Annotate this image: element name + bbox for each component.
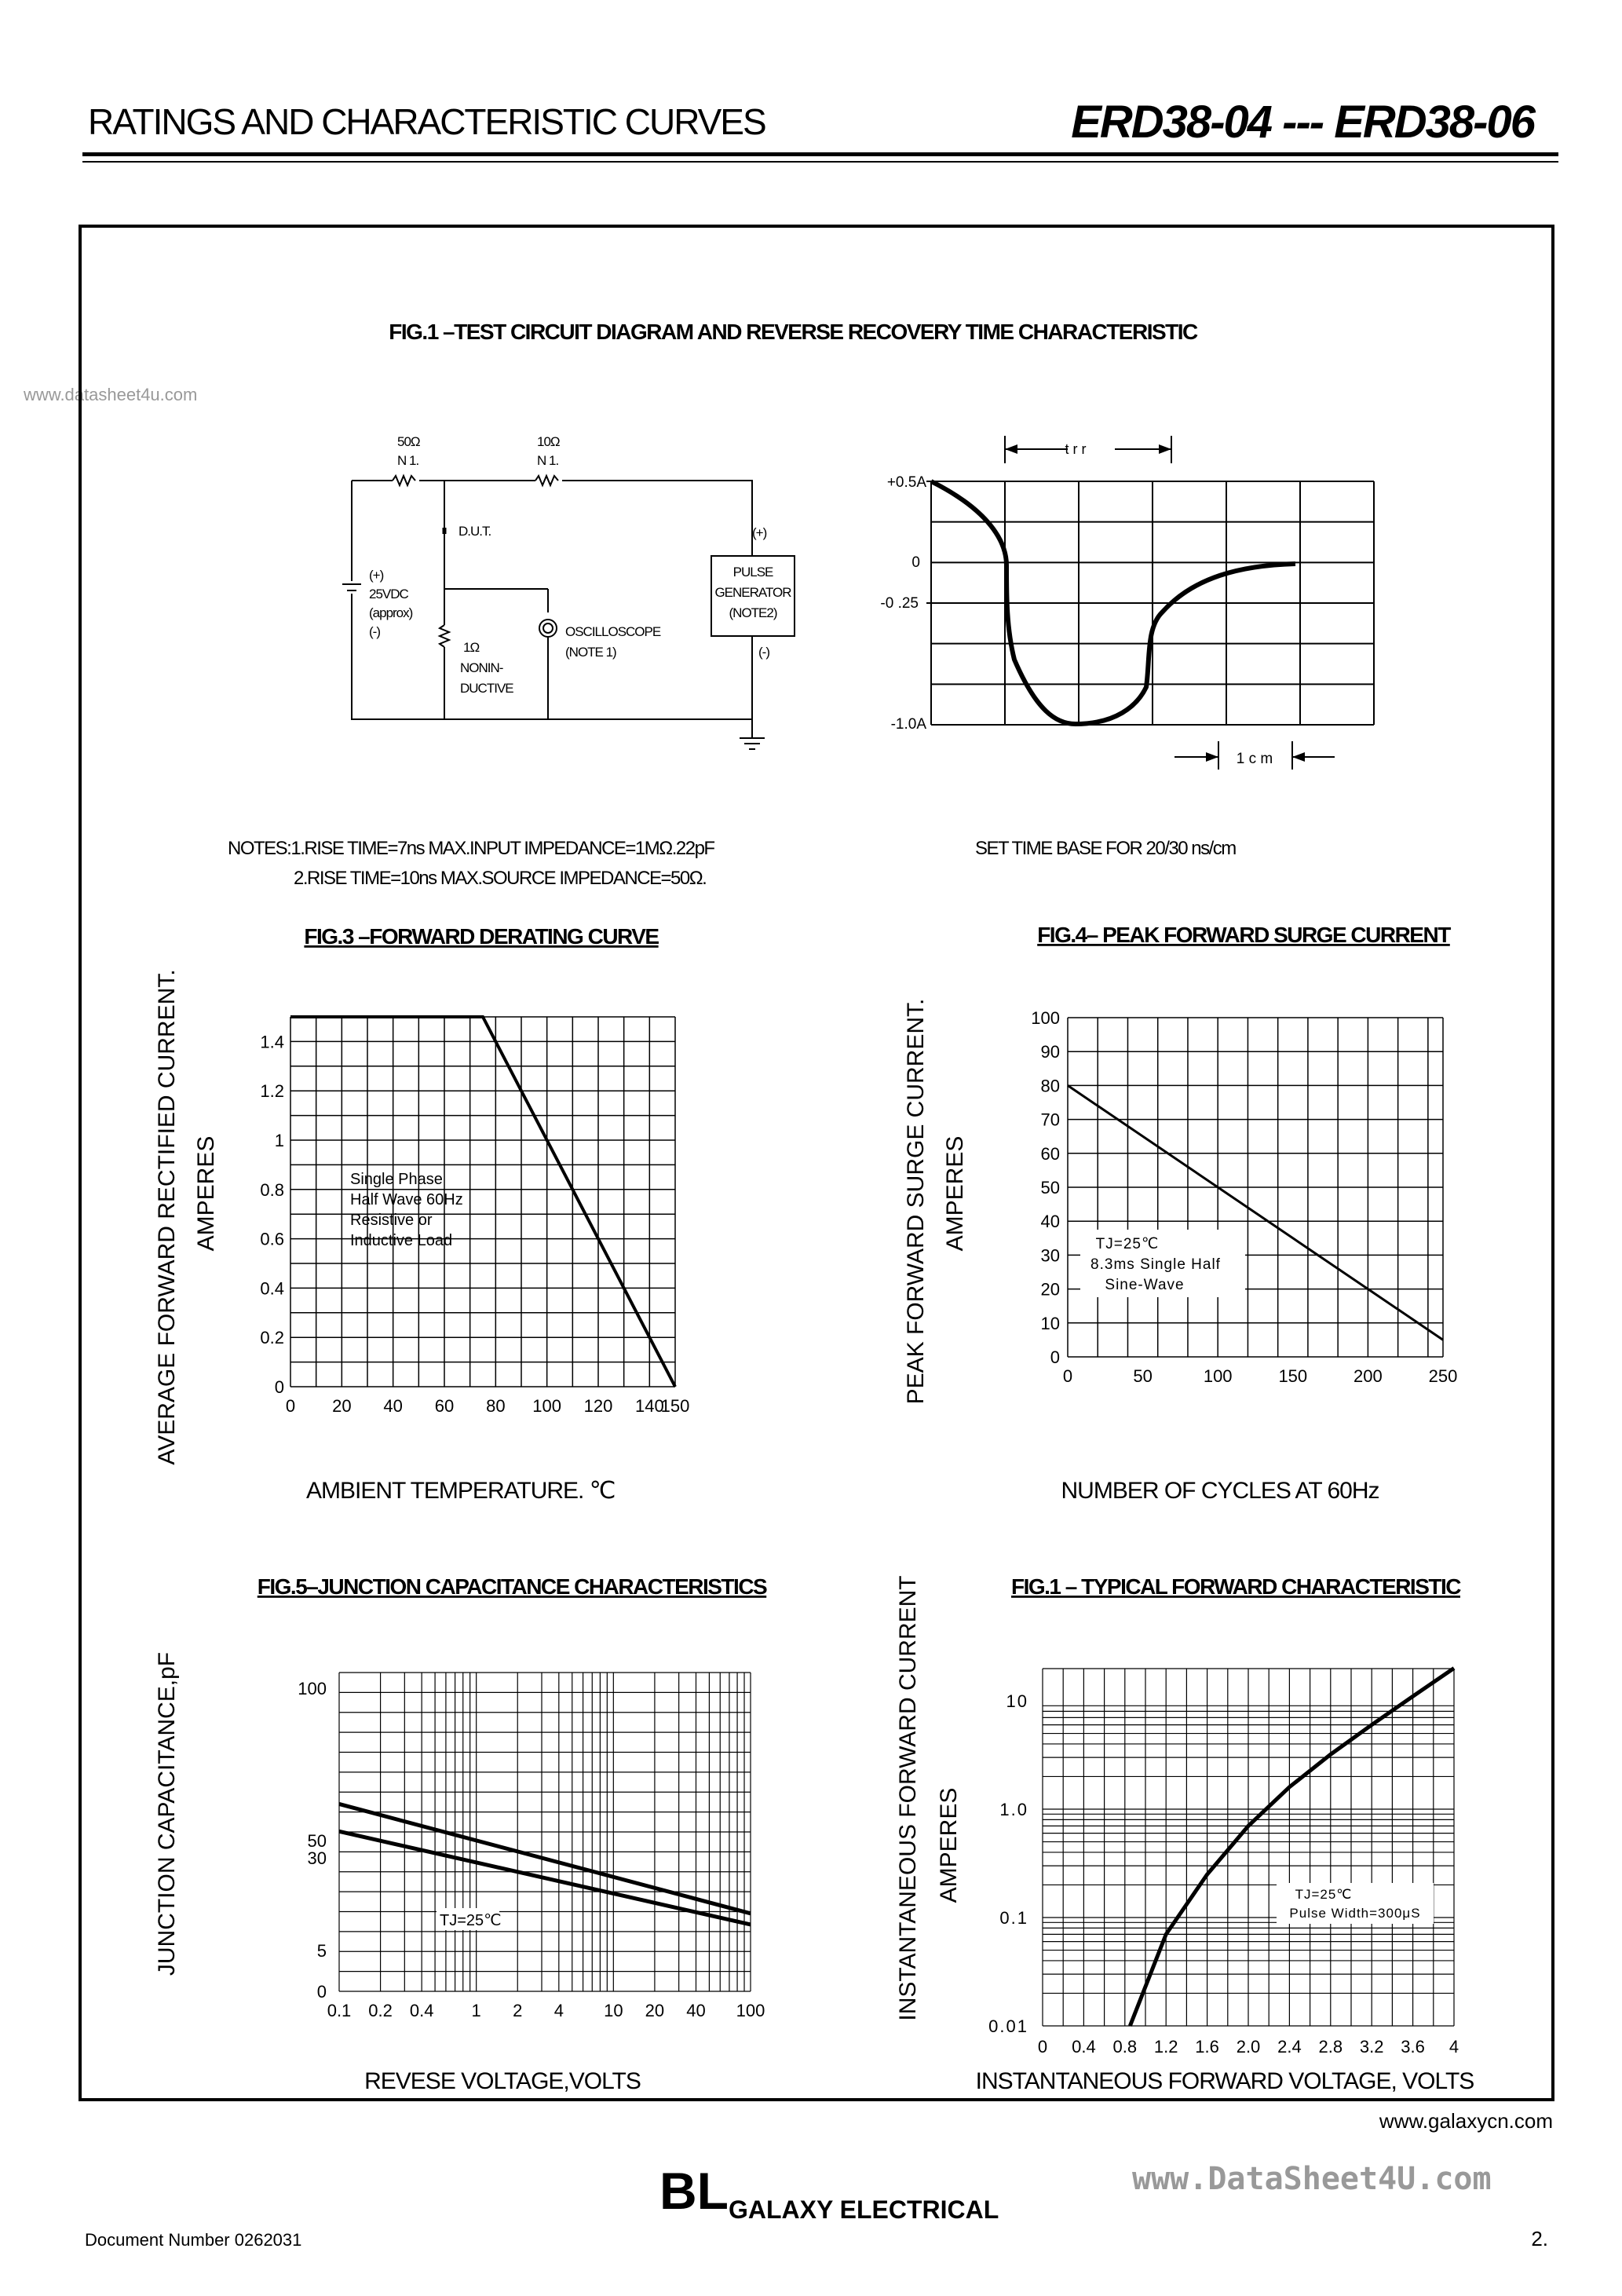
fig6-ylabel-units: AMPERES — [936, 1787, 962, 1903]
level-zero: 0 — [911, 554, 920, 571]
supply-line2: 25VDC — [369, 587, 408, 601]
r3-line2: NONIN- — [460, 660, 503, 675]
dut-label: D.U.T. — [458, 524, 491, 539]
fig3-y-tick: 0.4 — [260, 1278, 284, 1299]
capacitance-curve-lower — [339, 1831, 751, 1925]
r1-sub: N 1. — [397, 453, 419, 468]
fig6-y-tick: 0.01 — [988, 2016, 1028, 2036]
fig6-x-tick: 0.4 — [1072, 2037, 1096, 2057]
fig4-title: FIG.4– PEAK FORWARD SURGE CURRENT — [1037, 923, 1450, 947]
derating-curve — [290, 1017, 675, 1387]
fig3-note-4: Inductive Load — [350, 1232, 453, 1249]
fig5-y-tick: 0 — [316, 1982, 327, 2002]
fig3-title: FIG.3 –FORWARD DERATING CURVE — [304, 924, 659, 949]
fig4-x-tick: 100 — [1203, 1366, 1233, 1386]
fig3-chart — [154, 969, 689, 1504]
fig6-note-1: TJ=25℃ — [1295, 1887, 1353, 1902]
footer-watermark: www.DataSheet4U.com — [1132, 2161, 1492, 2197]
fig3-x-tick: 140 — [634, 1396, 664, 1416]
fig5-x-tick: 1 — [471, 2001, 481, 2020]
fig5-y-tick: 100 — [298, 1679, 327, 1698]
fig4-ylabel-units: AMPERES — [942, 1135, 968, 1252]
fig3-x-tick: 40 — [383, 1396, 403, 1416]
fig5-y-tick: 30 — [307, 1848, 327, 1868]
supply-line4: (-) — [369, 624, 380, 639]
fig5-x-tick: 2 — [513, 2001, 523, 2020]
fig4-note-2: 8.3ms Single Half — [1090, 1256, 1221, 1273]
fig3-x-tick: 20 — [332, 1396, 352, 1416]
note-2: 2.RISE TIME=10ns MAX.SOURCE IMPEDANCE=50Ω. — [294, 868, 707, 889]
fig6-x-tick: 1.6 — [1195, 2037, 1219, 2057]
fig3-y-tick: 0.8 — [260, 1179, 284, 1200]
fig4-note-3: Sine-Wave — [1105, 1277, 1185, 1293]
recovery-waveform — [880, 436, 1374, 770]
fig6-x-tick: 0 — [1037, 2037, 1048, 2057]
fig3-note-2: Half Wave 60Hz — [350, 1191, 463, 1208]
fig3-y-tick: 1.4 — [260, 1032, 284, 1052]
fig4-x-tick: 150 — [1278, 1366, 1308, 1386]
fig5-x-tick: 20 — [645, 2001, 665, 2020]
supply-line1: (+) — [369, 568, 384, 583]
r3-line3: DUCTIVE — [460, 681, 513, 696]
fig3-y-tick: 0.2 — [260, 1328, 284, 1348]
fig6-x-tick: 2.8 — [1318, 2037, 1343, 2057]
fig6-x-tick: 2.0 — [1236, 2037, 1261, 2057]
fig3-x-tick: 60 — [434, 1396, 455, 1416]
fig3-note-3: Resistive or — [350, 1212, 433, 1229]
pulse-minus: (-) — [758, 645, 769, 660]
fig4-x-tick: 50 — [1133, 1366, 1153, 1386]
fig5-x-tick: 0.4 — [409, 2001, 434, 2020]
fig5-x-tick: 0.1 — [327, 2001, 352, 2020]
pulse-line3: (NOTE2) — [729, 605, 777, 620]
page-number: 2. — [1531, 2227, 1548, 2250]
level-plus05: +0.5A — [886, 474, 926, 491]
fig5-chart — [154, 1652, 765, 2094]
fig1-title: FIG.1 –TEST CIRCUIT DIAGRAM AND REVERSE RECOVERY TIME CHARACTERISTIC — [389, 320, 1197, 344]
fig3-note-1: Single Phase — [350, 1171, 443, 1188]
timebase-note: SET TIME BASE FOR 20/30 ns/cm — [975, 838, 1236, 859]
page-title: RATINGS AND CHARACTERISTIC CURVES — [88, 101, 765, 142]
pulse-plus: (+) — [752, 525, 767, 540]
fig3-y-tick: 1 — [274, 1131, 284, 1150]
fig6-x-tick: 4 — [1448, 2037, 1459, 2057]
fig5-y-tick: 5 — [316, 1941, 327, 1961]
fig6-note-2: Pulse Width=300μS — [1289, 1906, 1421, 1921]
part-number-range: ERD38-04 --- ERD38-06 — [1071, 97, 1534, 148]
r2-sub: N 1. — [537, 453, 559, 468]
fig4-y-tick: 60 — [1040, 1143, 1060, 1164]
fig5-xlabel: REVESE VOLTAGE,VOLTS — [364, 2068, 641, 2094]
fig6-ylabel: INSTANTANEOUS FORWARD CURRENT — [895, 1575, 921, 2021]
fig3-y-tick: 0 — [274, 1377, 284, 1397]
fig4-x-tick: 0 — [1062, 1366, 1073, 1386]
fig3-ylabel: AVERAGE FORWARD RECTIFIED CURRENT. — [154, 969, 180, 1465]
fig6-title: FIG.1 – TYPICAL FORWARD CHARACTERISTIC — [1010, 1574, 1461, 1599]
fig3-x-tick: 80 — [486, 1396, 506, 1416]
fig6-x-tick: 2.4 — [1277, 2037, 1302, 2057]
fig6-y-tick: 10 — [1006, 1691, 1028, 1711]
watermark-text: www.datasheet4u.com — [24, 385, 198, 404]
fig6-x-tick: 3.6 — [1401, 2037, 1425, 2057]
fig5-x-tick: 0.2 — [368, 2001, 393, 2020]
fig6-x-tick: 0.8 — [1112, 2037, 1138, 2057]
fig5-x-tick: 10 — [604, 2001, 623, 2020]
fig5-ylabel: JUNCTION CAPACITANCE,pF — [154, 1651, 180, 1976]
surge-curve — [1068, 1085, 1443, 1340]
level-minus10: -1.0A — [890, 716, 926, 733]
company-name: GALAXY ELECTRICAL — [729, 2195, 999, 2224]
fig3-xlabel: AMBIENT TEMPERATURE. ℃ — [306, 1478, 616, 1504]
fig4-y-tick: 0 — [1050, 1347, 1060, 1367]
fig4-y-tick: 10 — [1040, 1313, 1060, 1333]
fig4-y-tick: 70 — [1040, 1110, 1060, 1130]
capacitance-curve-upper — [339, 1804, 751, 1913]
r2-label: 10Ω — [537, 434, 560, 449]
fig4-ylabel: PEAK FORWARD SURGE CURRENT. — [903, 998, 929, 1405]
level-minus025: -0 .25 — [880, 595, 919, 612]
fig6-x-tick: 3.2 — [1359, 2037, 1384, 2057]
company-logo: BL — [659, 2162, 729, 2220]
fig3-ylabel-units: AMPERES — [193, 1135, 219, 1252]
fig3-x-tick: 120 — [583, 1396, 613, 1416]
scope-line1: OSCILLOSCOPE — [565, 624, 661, 639]
trr-label: t r r — [1065, 441, 1087, 457]
fig3-y-tick: 1.2 — [260, 1081, 284, 1102]
scope-line2: (NOTE 1) — [565, 645, 616, 660]
footer-url: www.galaxycn.com — [1379, 2109, 1553, 2133]
fig4-y-tick: 100 — [1031, 1008, 1060, 1028]
supply-line3: (approx) — [369, 605, 413, 620]
fig3-y-tick: 0.6 — [260, 1229, 284, 1249]
fig5-y-tick: 50 — [307, 1831, 327, 1851]
fig5-x-tick: 100 — [736, 2001, 765, 2020]
fig4-y-tick: 90 — [1040, 1042, 1060, 1062]
fig3-x-tick: 0 — [285, 1396, 296, 1416]
document-number: Document Number 0262031 — [85, 2230, 302, 2250]
fig6-x-tick: 1.2 — [1153, 2037, 1178, 2057]
fig4-note-1: TJ=25℃ — [1095, 1236, 1160, 1252]
fig4-chart — [903, 999, 1457, 1504]
fig3-x-tick: 100 — [532, 1396, 562, 1416]
fig4-y-tick: 30 — [1040, 1245, 1060, 1266]
r1-label: 50Ω — [397, 434, 420, 449]
fig5-x-tick: 40 — [686, 2001, 706, 2020]
fig4-x-tick: 200 — [1353, 1366, 1383, 1386]
fig6-y-tick: 0.1 — [999, 1908, 1028, 1928]
fig4-y-tick: 20 — [1040, 1279, 1060, 1300]
pulse-line1: PULSE — [732, 565, 773, 579]
circuit-labels — [369, 434, 791, 696]
fig5-title: FIG.5–JUNCTION CAPACITANCE CHARACTERISTICS — [257, 1574, 767, 1599]
r3-line1: 1Ω — [463, 640, 480, 655]
forward-curve — [1130, 1668, 1454, 2026]
fig6-y-tick: 1.0 — [999, 1800, 1028, 1819]
note-1: NOTES:1.RISE TIME=7ns MAX.INPUT IMPEDANCE=1MΩ.22pF — [228, 838, 714, 859]
fig4-xlabel: NUMBER OF CYCLES AT 60Hz — [1061, 1478, 1379, 1504]
fig4-x-tick: 250 — [1428, 1366, 1458, 1386]
fig3-x-tick: 150 — [660, 1396, 690, 1416]
fig4-y-tick: 40 — [1040, 1212, 1060, 1232]
scale-label: 1 c m — [1236, 751, 1273, 767]
fig5-note: TJ=25℃ — [440, 1912, 502, 1929]
fig6-chart — [895, 1575, 1474, 2094]
fig5-x-tick: 4 — [553, 2001, 564, 2020]
pulse-line2: GENERATOR — [714, 585, 791, 600]
fig4-y-tick: 50 — [1040, 1178, 1060, 1197]
fig4-y-tick: 80 — [1040, 1076, 1060, 1096]
fig6-xlabel: INSTANTANEOUS FORWARD VOLTAGE, VOLTS — [975, 2068, 1474, 2094]
